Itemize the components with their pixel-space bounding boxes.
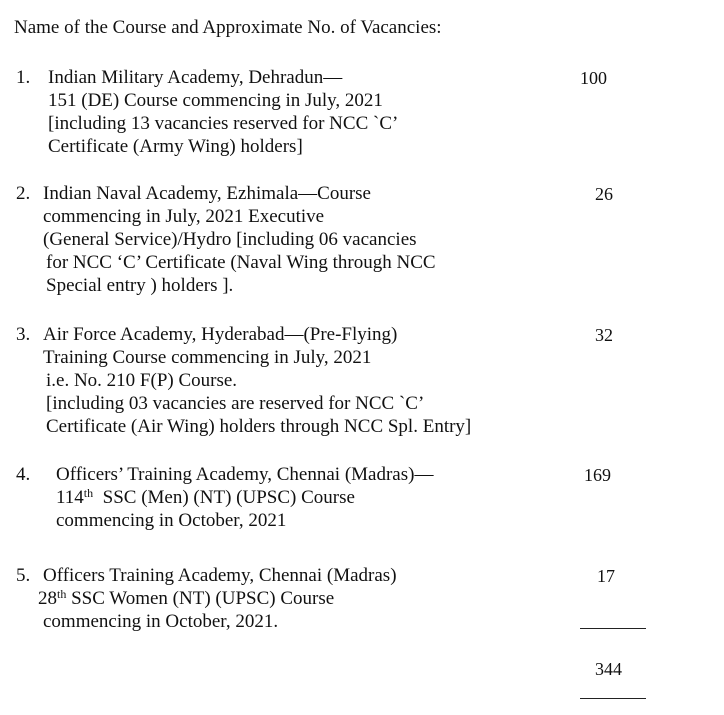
course-line: Certificate (Army Wing) holders] bbox=[48, 136, 303, 157]
item-number: 3. bbox=[16, 324, 31, 345]
course-line: (General Service)/Hydro [including 06 vacancies bbox=[43, 229, 417, 250]
course-line: Air Force Academy, Hyderabad—(Pre-Flying) bbox=[43, 324, 398, 345]
course-line: Indian Military Academy, Dehradun— bbox=[48, 67, 343, 88]
course-line: 151 (DE) Course commencing in July, 2021 bbox=[48, 90, 383, 111]
course-line: for NCC ‘C’ Certificate (Naval Wing through NCC bbox=[46, 252, 436, 273]
total-vacancies: 344 bbox=[595, 659, 622, 679]
total-divider-bottom bbox=[580, 698, 646, 699]
course-line: [including 03 vacancies are reserved for NCC `C’ bbox=[46, 393, 425, 414]
vacancy-count: 17 bbox=[597, 566, 615, 586]
vacancy-count: 100 bbox=[580, 68, 607, 88]
course-line bbox=[56, 486, 355, 509]
course-line: i.e. No. 210 F(P) Course. bbox=[46, 370, 238, 391]
course-line: Officers Training Academy, Chennai (Madras) bbox=[43, 565, 397, 586]
ordinal-suffix: th bbox=[83, 486, 94, 500]
course-line: commencing in July, 2021 Executive bbox=[43, 206, 325, 227]
course-line: Indian Naval Academy, Ezhimala—Course bbox=[43, 183, 371, 204]
vacancy-count: 26 bbox=[595, 184, 613, 204]
course-line: commencing in October, 2021. bbox=[43, 611, 279, 632]
item-number: 5. bbox=[16, 565, 31, 586]
item-number: 4. bbox=[16, 464, 31, 485]
course-line: Special entry ) holders ]. bbox=[46, 275, 234, 296]
course-line bbox=[38, 587, 334, 610]
page-heading: Name of the Course and Approximate No. of Vacancies: bbox=[14, 17, 442, 38]
item-number: 1. bbox=[16, 67, 31, 88]
course-name: SSC Women (NT) (UPSC) Course bbox=[66, 588, 335, 609]
course-name: SSC (Men) (NT) (UPSC) Course bbox=[93, 487, 355, 508]
course-line: commencing in October, 2021 bbox=[56, 510, 287, 531]
item-number: 2. bbox=[16, 183, 31, 204]
course-line: Certificate (Air Wing) holders through NCC Spl. Entry] bbox=[46, 416, 472, 437]
course-line: Officers’ Training Academy, Chennai (Madras)— bbox=[56, 464, 434, 485]
vacancy-count: 169 bbox=[584, 465, 611, 485]
course-number: 28 bbox=[38, 588, 57, 609]
course-line: [including 13 vacancies reserved for NCC `C’ bbox=[48, 113, 399, 134]
course-line: Training Course commencing in July, 2021 bbox=[43, 347, 372, 368]
ordinal-suffix: th bbox=[57, 587, 67, 601]
course-number: 114 bbox=[56, 487, 84, 508]
total-divider-top bbox=[580, 628, 646, 629]
vacancy-count: 32 bbox=[595, 325, 613, 345]
